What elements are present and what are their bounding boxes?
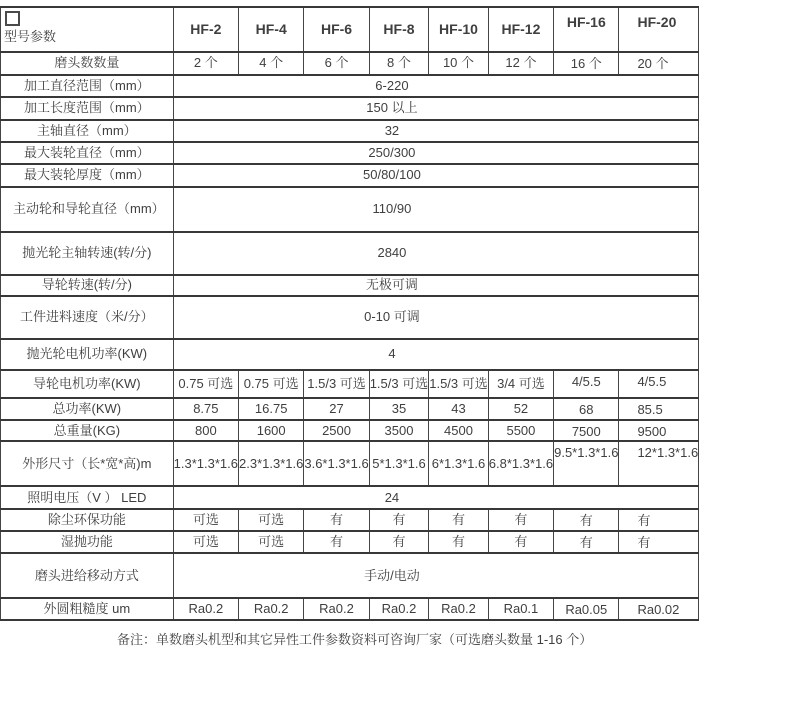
spec-cell: 4500: [429, 420, 489, 441]
spec-cell: Ra0.2: [239, 598, 304, 619]
spec-cell: 有: [619, 509, 699, 531]
spec-cell: 20 个: [619, 52, 699, 75]
spec-cell: 3500: [369, 420, 429, 441]
spec-cell: 68: [554, 398, 619, 420]
spec-cell: 4/5.5: [619, 370, 699, 398]
table-row: [1, 398, 699, 420]
spec-cell: 3/4 可选: [488, 370, 553, 398]
spec-cell: 85.5: [619, 398, 699, 420]
table-row: [1, 598, 699, 619]
spec-cell: 9500: [619, 420, 699, 441]
spec-cell: 6*1.3*1.6: [429, 441, 489, 486]
spec-span-value: 无极可调: [173, 275, 699, 296]
spec-cell: Ra0.2: [173, 598, 238, 619]
model-header: HF-20: [619, 7, 699, 52]
spec-cell: 2500: [304, 420, 369, 441]
spec-cell: 35: [369, 398, 429, 420]
spec-cell: Ra0.02: [619, 598, 699, 619]
spec-cell: 16 个: [554, 52, 619, 75]
table-row: [1, 275, 699, 296]
row-label: 总功率(KW): [1, 398, 174, 420]
spec-span-value: 4: [173, 339, 699, 370]
row-label: 磨头数数量: [1, 52, 174, 75]
spec-cell: 有: [554, 531, 619, 553]
spec-cell: 0.75 可选: [173, 370, 238, 398]
spec-cell: 1.5/3 可选: [369, 370, 429, 398]
spec-cell: 12 个: [488, 52, 553, 75]
spec-span-value: 6-220: [173, 75, 699, 97]
spec-span-value: 150 以上: [173, 97, 699, 120]
row-label: 工件进料速度（米/分）: [1, 296, 174, 339]
spec-cell: Ra0.2: [304, 598, 369, 619]
spec-cell: 10 个: [429, 52, 489, 75]
model-header: HF-6: [304, 7, 369, 52]
spec-cell: 1.3*1.3*1.6: [173, 441, 238, 486]
spec-cell: 有: [488, 509, 553, 531]
table-row: [1, 531, 699, 553]
spec-span-value: 32: [173, 120, 699, 142]
spec-cell: 2.3*1.3*1.6: [239, 441, 304, 486]
row-label: 最大装轮直径（mm）: [1, 142, 174, 164]
row-label: 导轮电机功率(KW): [1, 370, 174, 398]
spec-cell: 52: [488, 398, 553, 420]
spec-span-value: 24: [173, 486, 699, 509]
spec-cell: 有: [554, 509, 619, 531]
table-row: [1, 187, 699, 232]
spec-cell: 9.5*1.3*1.6: [554, 441, 619, 486]
spec-cell: 800: [173, 420, 238, 441]
table-row: [1, 370, 699, 398]
row-label: 最大装轮厚度（mm）: [1, 164, 174, 187]
table-row: [1, 296, 699, 339]
table-row: [1, 420, 699, 441]
spec-cell: 8.75: [173, 398, 238, 420]
spec-cell: 1.5/3 可选: [429, 370, 489, 398]
spec-cell: 12*1.3*1.6: [619, 441, 699, 486]
spec-cell: 27: [304, 398, 369, 420]
row-label: 加工直径范围（mm）: [1, 75, 174, 97]
table-row: [1, 142, 699, 164]
spec-cell: 5*1.3*1.6: [369, 441, 429, 486]
table-row: [1, 553, 699, 598]
spec-cell: 有: [369, 531, 429, 553]
spec-span-value: 0-10 可调: [173, 296, 699, 339]
spec-cell: 有: [304, 509, 369, 531]
table-row: [1, 97, 699, 120]
spec-cell: 4 个: [239, 52, 304, 75]
corner-label: 型号参数: [4, 29, 57, 44]
spec-cell: 4/5.5: [554, 370, 619, 398]
spec-cell: 7500: [554, 420, 619, 441]
spec-cell: 6 个: [304, 52, 369, 75]
spec-cell: 有: [429, 531, 489, 553]
spec-cell: 16.75: [239, 398, 304, 420]
table-row: [1, 120, 699, 142]
row-label: 主动轮和导轮直径（mm）: [1, 187, 174, 232]
spec-span-value: 250/300: [173, 142, 699, 164]
table-row: [1, 509, 699, 531]
row-label: 除尘环保功能: [1, 509, 174, 531]
model-header: HF-16: [554, 7, 619, 52]
row-label: 抛光轮电机功率(KW): [1, 339, 174, 370]
spec-cell: Ra0.05: [554, 598, 619, 619]
spec-cell: Ra0.2: [429, 598, 489, 619]
spec-cell: 1600: [239, 420, 304, 441]
table-row: [1, 164, 699, 187]
table-row: [1, 232, 699, 275]
row-label: 主轴直径（mm）: [1, 120, 174, 142]
footer-note: 备注：单数磨头机型和其它异性工件参数资料可咨询厂家（可选磨头数量 1-16 个）: [117, 631, 593, 647]
spec-cell: 有: [369, 509, 429, 531]
table-row: [1, 52, 699, 75]
row-label: 磨头进给移动方式: [1, 553, 174, 598]
spec-cell: 可选: [239, 531, 304, 553]
spec-span-value: 110/90: [173, 187, 699, 232]
row-label: 总重量(KG): [1, 420, 174, 441]
row-label: 导轮转速(转/分): [1, 275, 174, 296]
spec-cell: 1.5/3 可选: [304, 370, 369, 398]
spec-span-value: 2840: [173, 232, 699, 275]
spec-cell: 有: [429, 509, 489, 531]
spec-cell: 可选: [173, 509, 238, 531]
spec-sheet: [0, 6, 792, 648]
model-header: HF-8: [369, 7, 429, 52]
table-row: [1, 441, 699, 486]
spec-cell: 43: [429, 398, 489, 420]
spec-cell: 有: [619, 531, 699, 553]
spec-cell: 可选: [239, 509, 304, 531]
spec-cell: 3.6*1.3*1.6: [304, 441, 369, 486]
row-label: 抛光轮主轴转速(转/分): [1, 232, 174, 275]
spec-cell: 6.8*1.3*1.6: [488, 441, 553, 486]
spec-cell: 8 个: [369, 52, 429, 75]
row-label: 外圆粗糙度 um: [1, 598, 174, 619]
spec-cell: 可选: [173, 531, 238, 553]
table-row: [1, 75, 699, 97]
spec-cell: 2 个: [173, 52, 238, 75]
model-header: HF-2: [173, 7, 238, 52]
row-label: 加工长度范围（mm）: [1, 97, 174, 120]
spec-cell: 0.75 可选: [239, 370, 304, 398]
spec-cell: Ra0.1: [488, 598, 553, 619]
row-label: 照明电压（V ） LED: [1, 486, 174, 509]
spec-cell: 有: [488, 531, 553, 553]
table-row: [1, 339, 699, 370]
spec-cell: Ra0.2: [369, 598, 429, 619]
spec-table: [0, 6, 699, 621]
spec-span-value: 手动/电动: [173, 553, 699, 598]
model-header: HF-4: [239, 7, 304, 52]
model-header: HF-12: [488, 7, 553, 52]
row-label: 外形尺寸（长*宽*高)m: [1, 441, 174, 486]
image-placeholder-icon: [5, 11, 20, 26]
row-label: 湿抛功能: [1, 531, 174, 553]
model-header: HF-10: [429, 7, 489, 52]
corner-cell: [1, 7, 174, 52]
spec-span-value: 50/80/100: [173, 164, 699, 187]
table-row: [1, 486, 699, 509]
spec-cell: 有: [304, 531, 369, 553]
spec-cell: 5500: [488, 420, 553, 441]
